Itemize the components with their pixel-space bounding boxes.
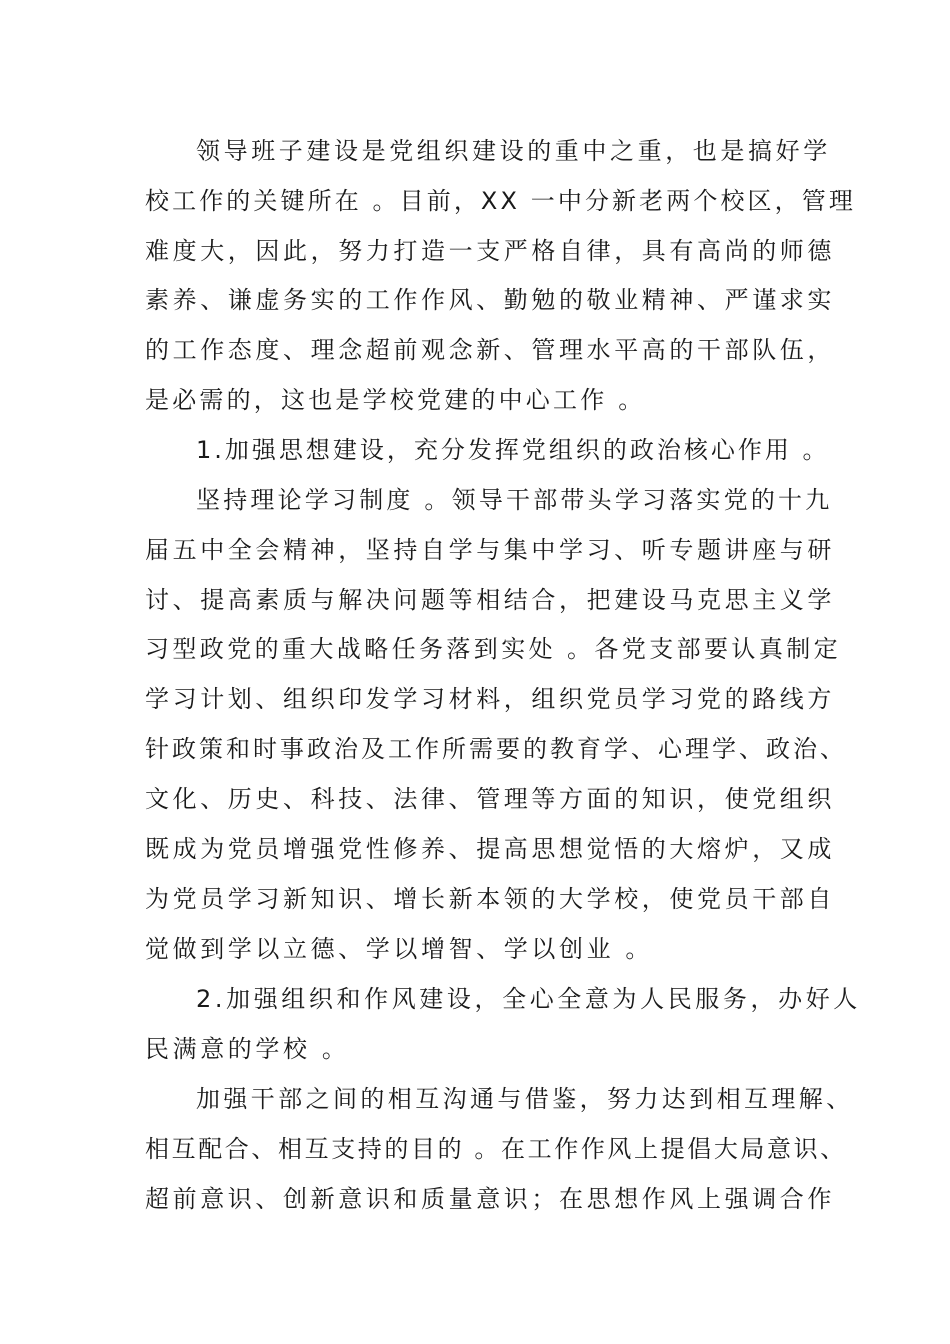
text-line: 讨、提高素质与解决问题等相结合，把建设马克思主义学 [145, 586, 835, 614]
text-line: 习型政党的重大战略任务落到实处 。各党支部要认真制定 [145, 635, 842, 663]
section-heading: 1.加强思想建设，充分发挥党组织的政治核心作用 。 [196, 436, 830, 464]
text-line: 素养、谦虚务实的工作作风、勤勉的敬业精神、严谨求实 [145, 286, 835, 314]
section-heading: 2.加强组织和作风建设，全心全意为人民服务，办好人 [196, 985, 861, 1013]
text-line: 是必需的，这也是学校党建的中心工作 。 [145, 386, 646, 414]
text-line: 校工作的关键所在 。目前，XX 一中分新老两个校区，管理 [145, 187, 856, 215]
text-line: 学习计划、组织印发学习材料，组织党员学习党的路线方 [145, 685, 835, 713]
text-line: 难度大，因此，努力打造一支严格自律，具有高尚的师德 [145, 237, 835, 265]
text-line: 相互配合、相互支持的目的 。在工作作风上提倡大局意识、 [145, 1135, 847, 1163]
text-line: 为党员学习新知识、增长新本领的大学校，使党员干部自 [145, 885, 835, 913]
text-line: 觉做到学以立德、学以增智、学以创业 。 [145, 935, 654, 963]
text-line: 届五中全会精神，坚持自学与集中学习、听专题讲座与研 [145, 536, 835, 564]
text-line: 文化、历史、科技、法律、管理等方面的知识，使党组织 [145, 785, 835, 813]
text-line: 民满意的学校 。 [145, 1035, 350, 1063]
text-line: 既成为党员增强党性修养、提高思想觉悟的大熔炉，又成 [145, 835, 835, 863]
text-line: 领导班子建设是党组织建设的重中之重，也是搞好学 [196, 137, 831, 165]
text-line: 的工作态度、理念超前观念新、管理水平高的干部队伍， [145, 336, 835, 364]
text-line: 坚持理论学习制度 。领导干部带头学习落实党的十九 [196, 486, 833, 514]
text-line: 超前意识、创新意识和质量意识；在思想作风上强调合作 [145, 1185, 835, 1213]
text-line: 针政策和时事政治及工作所需要的教育学、心理学、政治、 [145, 735, 847, 763]
text-line: 加强干部之间的相互沟通与借鉴，努力达到相互理解、 [196, 1085, 854, 1113]
